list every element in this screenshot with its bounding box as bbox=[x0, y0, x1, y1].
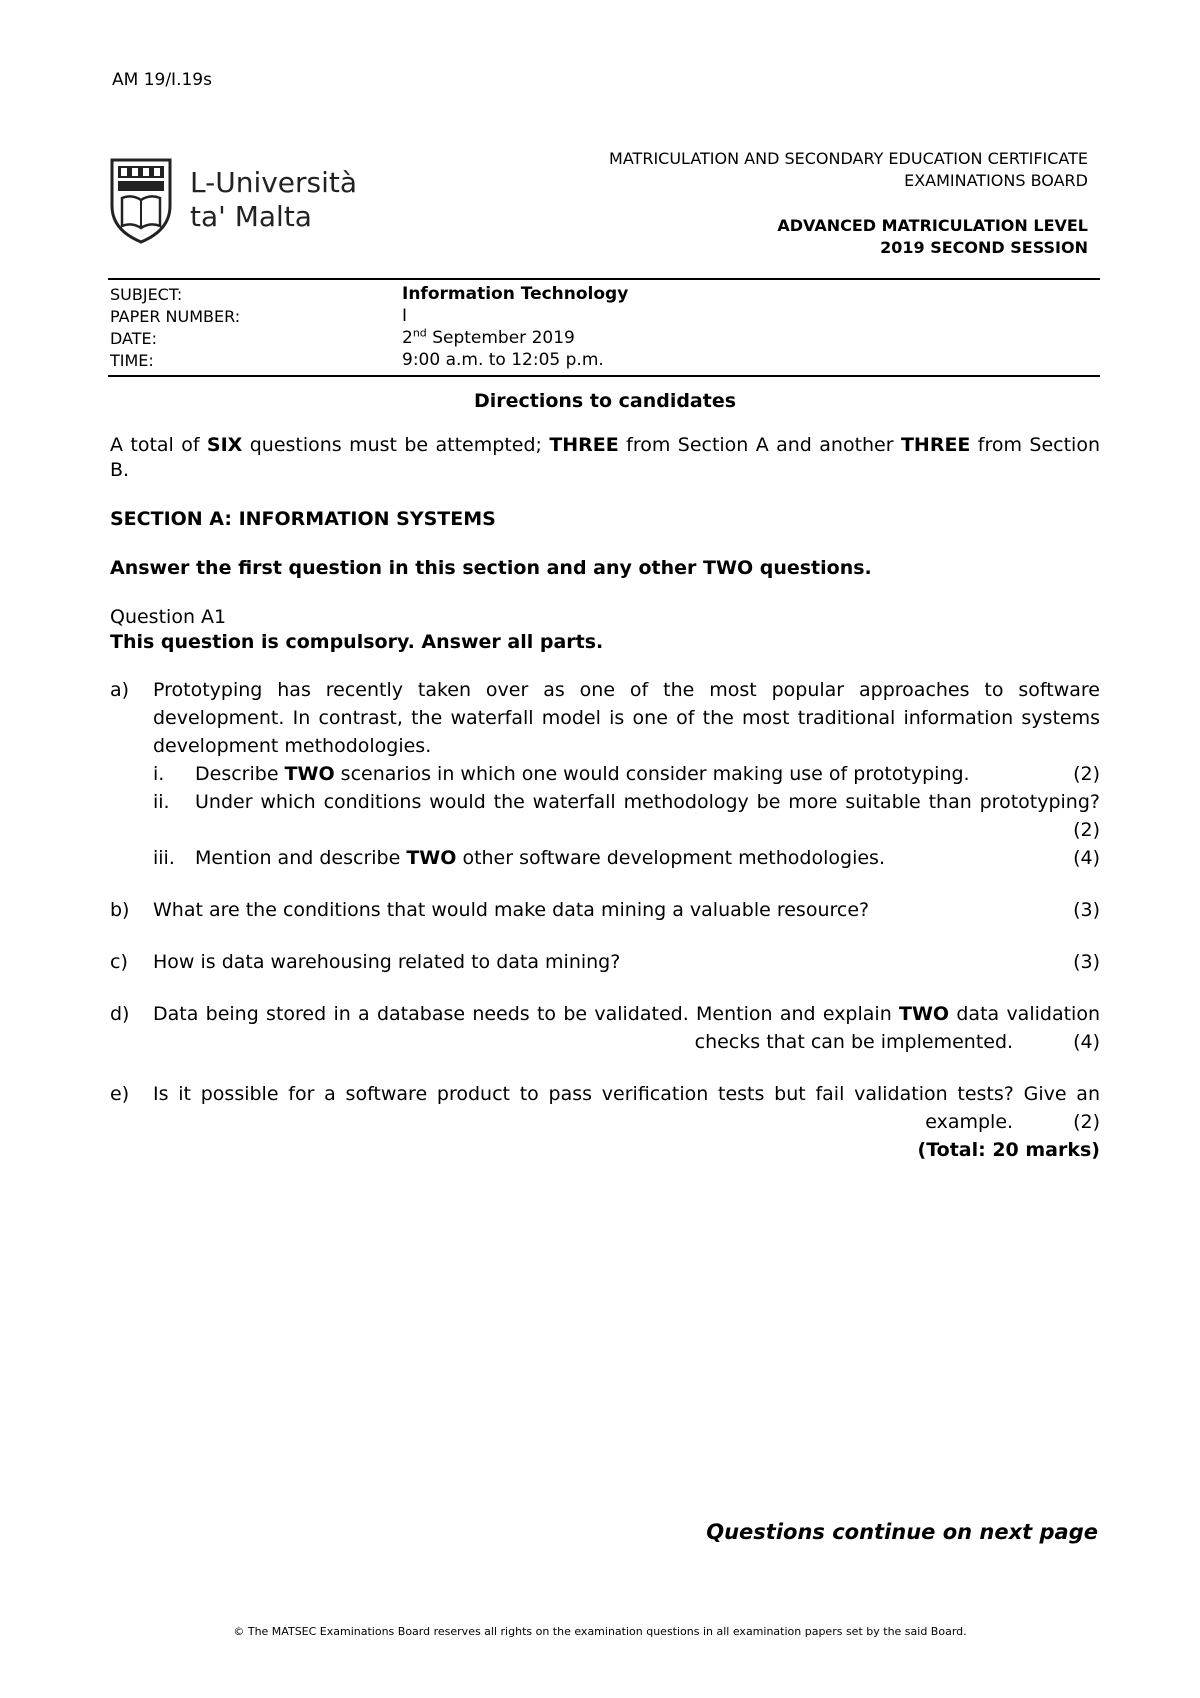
question-label: Question A1 bbox=[110, 606, 227, 628]
date-label: DATE: bbox=[110, 328, 158, 348]
part-a-ii-text: Under which conditions would the waterfall methodology be more suitable than prototyping?(2) bbox=[195, 791, 1100, 841]
info-row-subject bbox=[108, 283, 1100, 305]
part-a-iii bbox=[153, 844, 1100, 872]
university-crest-icon bbox=[108, 156, 174, 244]
university-name bbox=[190, 166, 357, 234]
part-a-ii-mark: (2) bbox=[1073, 819, 1100, 841]
part-a-text: Prototyping has recently taken over as one of the most popular approaches to software development. In contrast, the waterfall model is one of the most traditional information systems development methodologies. bbox=[153, 679, 1100, 757]
date-suffix: nd bbox=[412, 326, 427, 340]
part-a-i-label: i. bbox=[153, 763, 165, 785]
copyright-footer: © The MATSEC Examinations Board reserves all rights on the examination questions in all examination papers set by the said Board. bbox=[233, 1625, 967, 1638]
exam-info-table bbox=[108, 278, 1100, 377]
exam-body bbox=[110, 390, 1100, 1164]
info-row-date bbox=[108, 327, 1100, 349]
part-a-i bbox=[153, 760, 1100, 788]
part-d-mark: (4) bbox=[1073, 1031, 1100, 1053]
part-b-text: What are the conditions that would make data mining a valuable resource? bbox=[153, 899, 870, 921]
date-rest: September 2019 bbox=[426, 328, 575, 348]
part-a-iii-label: iii. bbox=[153, 847, 175, 869]
part-a-iii-text: Mention and describe TWO other software development methodologies. bbox=[195, 847, 885, 869]
question-part-d bbox=[110, 1000, 1100, 1056]
part-d-label: d) bbox=[110, 1003, 130, 1025]
board-name-line1: MATRICULATION AND SECONDARY EDUCATION CERTIFICATE bbox=[609, 149, 1088, 168]
document-code: AM 19/I.19s bbox=[112, 70, 212, 90]
continue-note: Questions continue on next page bbox=[706, 1520, 1098, 1544]
part-a-ii-label: ii. bbox=[153, 791, 170, 813]
date-day: 2 bbox=[402, 328, 413, 348]
part-c-text: How is data warehousing related to data mining? bbox=[153, 951, 621, 973]
question-part-b bbox=[110, 896, 1100, 924]
exam-level-line1: ADVANCED MATRICULATION LEVEL bbox=[777, 216, 1088, 235]
board-name bbox=[609, 148, 1088, 192]
question-note: This question is compulsory. Answer all parts. bbox=[110, 631, 604, 653]
time-value: 9:00 a.m. to 12:05 p.m. bbox=[402, 350, 604, 370]
part-b-mark: (3) bbox=[1073, 899, 1100, 921]
university-name-line1: L-Università bbox=[190, 166, 358, 199]
date-value bbox=[402, 328, 575, 348]
university-name-line2: ta' Malta bbox=[190, 200, 312, 233]
part-a-iii-mark: (4) bbox=[1073, 847, 1100, 869]
paper-value: I bbox=[402, 306, 408, 326]
board-name-line2: EXAMINATIONS BOARD bbox=[904, 171, 1088, 190]
exam-level bbox=[777, 215, 1088, 259]
section-a-instruction: Answer the first question in this section and any other TWO questions. bbox=[110, 557, 872, 579]
subject-label: SUBJECT: bbox=[110, 284, 183, 304]
part-a-label: a) bbox=[110, 679, 130, 701]
part-a-i-text: Describe TWO scenarios in which one would consider making use of prototyping. bbox=[195, 763, 970, 785]
info-row-paper bbox=[108, 305, 1100, 327]
university-logo bbox=[108, 155, 388, 245]
subject-value: Information Technology bbox=[402, 284, 629, 304]
part-e-mark: (2) bbox=[1073, 1111, 1100, 1133]
time-label: TIME: bbox=[110, 350, 154, 370]
section-a-title: SECTION A: INFORMATION SYSTEMS bbox=[110, 508, 496, 530]
question-part-e bbox=[110, 1080, 1100, 1136]
part-b-label: b) bbox=[110, 899, 130, 921]
part-a-i-mark: (2) bbox=[1073, 763, 1100, 785]
part-d-text: Data being stored in a database needs to be validated. Mention and explain TWO data validation checks that can be implemented. (4) bbox=[153, 1003, 1100, 1053]
total-marks: (Total: 20 marks) bbox=[917, 1139, 1100, 1161]
part-e-text: Is it possible for a software product to pass verification tests but fail validation tests? Give an example. (2) bbox=[153, 1083, 1100, 1133]
part-c-label: c) bbox=[110, 951, 128, 973]
question-part-c bbox=[110, 948, 1100, 976]
part-c-mark: (3) bbox=[1073, 951, 1100, 973]
part-a-ii bbox=[153, 788, 1100, 844]
part-e-label: e) bbox=[110, 1083, 130, 1105]
info-row-time bbox=[108, 349, 1100, 371]
exam-level-line2: 2019 SECOND SESSION bbox=[880, 238, 1088, 257]
directions-text: A total of SIX questions must be attempted; THREE from Section A and another THREE from Section B. bbox=[110, 434, 1100, 481]
directions-title: Directions to candidates bbox=[473, 390, 737, 412]
question-part-a bbox=[110, 676, 1100, 872]
paper-label: PAPER NUMBER: bbox=[110, 306, 241, 326]
